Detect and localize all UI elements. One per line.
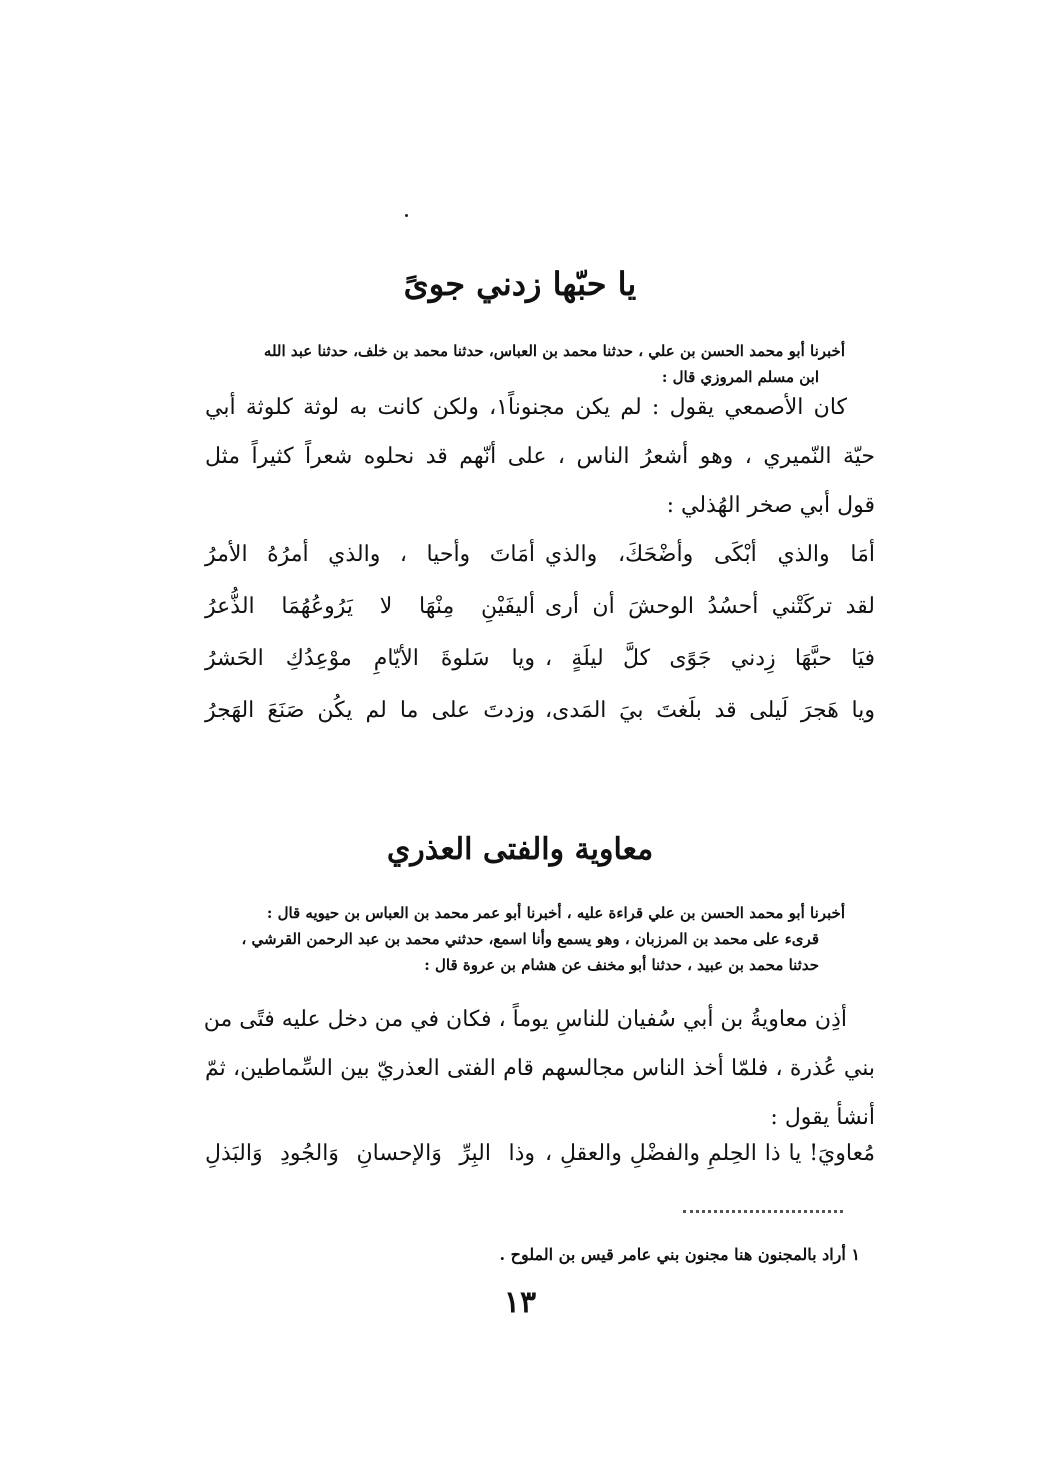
isnad-line: أخبرنا أبو محمد الحسن بن علي قراءة عليه ، أخبرنا أبو عمر محمد بن العباس بن حيويه قال : xyxy=(266,904,845,922)
prose-block-1 xyxy=(205,383,875,530)
isnad-line: حدثنا محمد بن عبيد ، حدثنا أبو مخنف عن هشام بن عروة قال : xyxy=(424,956,819,974)
verse-second-hemistich: وذا البِرِّ وَالإحسانِ وَالجُودِ وَالبَذلِ xyxy=(205,1141,535,1166)
verse-row xyxy=(205,646,875,698)
prose-line: أنشأ يقول : xyxy=(770,1105,875,1130)
verse-row xyxy=(205,1141,875,1193)
prose-line: بني عُذرة ، فلمّا أخذ الناس مجالسهم قام الفتى العذريّ بين السِّماطين، ثمّ xyxy=(205,1056,875,1081)
verse-first-hemistich: ويا هَجرَ لَيلى قد بلَغتَ بيَ المَدى، xyxy=(545,698,875,723)
verse-second-hemistich: ويا سَلوةَ الأيّامِ موْعِدُكِ الحَشرُ xyxy=(205,646,535,671)
verse-row xyxy=(205,594,875,646)
footnote-separator xyxy=(683,1196,843,1213)
section-title-1: يا حبّها زدني جوىً xyxy=(403,265,637,303)
footnote: ١ أراد بالمجنون هنا مجنون بني عامر قيس بن الملوح . xyxy=(499,1245,860,1264)
prose-block-2 xyxy=(205,995,875,1142)
verse-first-hemistich: فيَا حبَّهَا زِدني جَوًى كلَّ ليلَةٍ ، xyxy=(545,646,875,671)
isnad-line: قرىء على محمد بن المرزبان ، وهو يسمع وأنا اسمع، حدثني محمد بن عبد الرحمن القرشي ، xyxy=(241,930,819,948)
verse-first-hemistich: لقد تركَتْني أحسُدُ الوحشَ أن أرى xyxy=(545,594,875,619)
prose-line: حيّة النّميري ، وهو أشعرُ الناس ، على أنّهم قد نحلوه شعراً كثيراً مثل xyxy=(205,444,875,469)
section-title-2: معاوية والفتى العذري xyxy=(386,832,654,867)
verse-row xyxy=(205,698,875,750)
verse-second-hemistich: أمَاتَ وأحيا ، والذي أمرُهُ الأمرُ xyxy=(205,542,535,567)
isnad-block-2 xyxy=(205,900,845,978)
verse-second-hemistich: وزدتَ على ما لم يكُن صَنَعَ الهَجرُ xyxy=(205,698,535,723)
verse-second-hemistich: أليفَيْنِ مِنْهَا لا يَرُوعُهُمَا الذُّعرُ xyxy=(205,594,535,619)
verse-row xyxy=(205,542,875,594)
verse-first-hemistich: مُعاويَ! يا ذا الحِلمِ والفضْلِ والعقلِ ، xyxy=(545,1141,875,1166)
isnad-line: أخبرنا أبو محمد الحسن بن علي ، حدثنا محمد بن العباس، حدثنا محمد بن خلف، حدثنا عبد الله xyxy=(263,342,845,360)
verse-block-1 xyxy=(205,542,875,750)
print-speck xyxy=(405,214,408,217)
prose-line: قول أبي صخر الهُذلي : xyxy=(666,493,875,518)
page-number: ١٣ xyxy=(503,1285,537,1320)
prose-line: أذِن معاويةُ بن أبي سُفيان للناسِ يوماً ، فكان في من دخل عليه فتًى من xyxy=(203,1007,847,1032)
isnad-line: ابن مسلم المروزي قال : xyxy=(661,368,819,386)
prose-line: كان الأصمعي يقول : لم يكن مجنوناً١، ولكن كانت به لوثة كلوثة أبي xyxy=(205,395,847,420)
verse-first-hemistich: أمَا والذي أبْكَى وأضْحَكَ، والذي xyxy=(545,542,875,567)
verse-block-2 xyxy=(205,1141,875,1193)
